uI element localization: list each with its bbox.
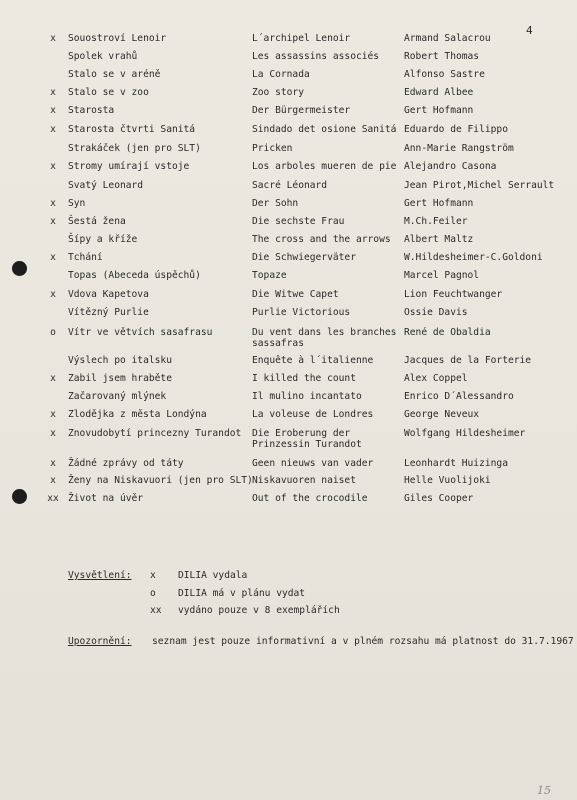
- list-item: [0, 161, 577, 177]
- czech-title: Šípy a kříže: [68, 234, 138, 245]
- list-item: [0, 252, 577, 268]
- original-title: Der Bürgermeister: [252, 105, 351, 116]
- czech-title: Znovudobytí princezny Turandot: [68, 428, 242, 439]
- list-item: [0, 373, 577, 389]
- original-title: I killed the count: [252, 373, 356, 384]
- author-name: Lion Feuchtwanger: [404, 289, 503, 300]
- status-mark: x: [50, 289, 56, 300]
- czech-title: Strakáček (jen pro SLT): [68, 143, 201, 154]
- original-title: La voleuse de Londres: [252, 409, 374, 420]
- status-mark: xx: [47, 493, 59, 504]
- czech-title: Výslech po italsku: [68, 355, 172, 366]
- original-title: Die Eroberung der Prinzessin Turandot: [252, 428, 362, 450]
- pencil-note: 15: [537, 784, 551, 797]
- original-title: Out of the crocodile: [252, 493, 368, 504]
- author-name: W.Hildesheimer-C.Goldoni: [404, 252, 543, 263]
- original-title: Der Sohn: [252, 198, 299, 209]
- author-name: Armand Salacrou: [404, 33, 491, 44]
- status-mark: x: [50, 87, 56, 98]
- author-name: Jacques de la Forterie: [404, 355, 532, 366]
- czech-title: Vítr ve větvích sasafrasu: [68, 327, 213, 338]
- author-name: Alex Coppel: [404, 373, 468, 384]
- author-name: Ann-Marie Rangström: [404, 143, 514, 154]
- author-name: Leonhardt Huizinga: [404, 458, 508, 469]
- original-title: Sindado det osione Sanitá: [252, 124, 397, 135]
- list-item: [0, 180, 577, 196]
- czech-title: Topas (Abeceda úspěchů): [68, 270, 201, 281]
- list-item: [0, 87, 577, 103]
- author-name: Enrico D´Alessandro: [404, 391, 514, 402]
- original-title: Die sechste Frau: [252, 216, 345, 227]
- czech-title: Zlodějka z města Londýna: [68, 409, 207, 420]
- czech-title: Zabil jsem hraběte: [68, 373, 172, 384]
- original-title: Zoo story: [252, 87, 304, 98]
- author-name: George Neveux: [404, 409, 480, 420]
- czech-title: Ženy na Niskavuori (jen pro SLT): [68, 475, 253, 486]
- czech-title: Stalo se v zoo: [68, 87, 149, 98]
- list-item: [0, 69, 577, 85]
- list-item: [0, 51, 577, 67]
- czech-title: Vítězný Purlie: [68, 307, 149, 318]
- author-name: Gert Hofmann: [404, 198, 474, 209]
- status-mark: x: [50, 124, 56, 135]
- original-title: Geen nieuws van vader: [252, 458, 374, 469]
- author-name: Giles Cooper: [404, 493, 474, 504]
- original-title: Topaze: [252, 270, 287, 281]
- notice-title: Upozornění:: [68, 636, 132, 647]
- author-name: Gert Hofmann: [404, 105, 474, 116]
- list-item: [0, 105, 577, 121]
- list-item: [0, 458, 577, 474]
- original-title: Die Schwiegerväter: [252, 252, 356, 263]
- list-item: [0, 327, 577, 349]
- status-mark: x: [50, 105, 56, 116]
- legend-symbol: x: [150, 570, 156, 581]
- status-mark: o: [50, 327, 56, 338]
- list-item: [0, 409, 577, 425]
- list-item: [0, 307, 577, 323]
- list-item: [0, 198, 577, 214]
- legend-text: DILIA má v plánu vydat: [178, 588, 306, 599]
- list-item: [0, 355, 577, 371]
- czech-title: Začarovaný mlýnek: [68, 391, 167, 402]
- page-number: 4: [526, 24, 533, 37]
- author-name: Robert Thomas: [404, 51, 480, 62]
- author-name: Ossie Davis: [404, 307, 468, 318]
- original-title: The cross and the arrows: [252, 234, 391, 245]
- original-title: Pricken: [252, 143, 293, 154]
- status-mark: x: [50, 198, 56, 209]
- author-name: Alejandro Casona: [404, 161, 497, 172]
- czech-title: Starosta: [68, 105, 115, 116]
- list-item: [0, 234, 577, 250]
- czech-title: Život na úvěr: [68, 493, 144, 504]
- list-item: [0, 143, 577, 159]
- czech-title: Žádné zprávy od táty: [68, 458, 184, 469]
- original-title: Enquête à l´italienne: [252, 355, 374, 366]
- list-item: [0, 475, 577, 491]
- author-name: René de Obaldia: [404, 327, 491, 338]
- author-name: M.Ch.Feiler: [404, 216, 468, 227]
- legend-symbol: o: [150, 588, 156, 599]
- list-item: [0, 270, 577, 286]
- original-title: Purlie Victorious: [252, 307, 351, 318]
- original-title: Niskavuoren naiset: [252, 475, 356, 486]
- author-name: Edward Albee: [404, 87, 474, 98]
- list-item: [0, 216, 577, 232]
- original-title: Los arboles mueren de pie: [252, 161, 397, 172]
- czech-title: Svatý Leonard: [68, 180, 144, 191]
- original-title: Du vent dans les branches sassafras: [252, 327, 397, 349]
- czech-title: Starosta čtvrti Sanitá: [68, 124, 196, 135]
- czech-title: Syn: [68, 198, 86, 209]
- legend-text: vydáno pouze v 8 exemplářích: [178, 605, 340, 616]
- notice-text: seznam jest pouze informativní a v plném rozsahu má platnost do 31.7.1967: [152, 636, 574, 647]
- original-title: La Cornada: [252, 69, 310, 80]
- czech-title: Stalo se v aréně: [68, 69, 161, 80]
- original-title: Die Witwe Capet: [252, 289, 339, 300]
- status-mark: x: [50, 458, 56, 469]
- original-title: Il mulino incantato: [252, 391, 362, 402]
- author-name: Albert Maltz: [404, 234, 474, 245]
- status-mark: x: [50, 252, 56, 263]
- czech-title: Šestá žena: [68, 216, 126, 227]
- author-name: Jean Pirot,Michel Serrault: [404, 180, 555, 191]
- author-name: Wolfgang Hildesheimer: [404, 428, 526, 439]
- author-name: Marcel Pagnol: [404, 270, 480, 281]
- czech-title: Souostroví Lenoir: [68, 33, 167, 44]
- status-mark: x: [50, 428, 56, 439]
- czech-title: Tchání: [68, 252, 103, 263]
- author-name: Helle Vuolijoki: [404, 475, 491, 486]
- legend-text: DILIA vydala: [178, 570, 248, 581]
- legend-title: Vysvětlení:: [68, 570, 132, 581]
- status-mark: x: [50, 475, 56, 486]
- author-name: Eduardo de Filippo: [404, 124, 508, 135]
- status-mark: x: [50, 161, 56, 172]
- original-title: L´archipel Lenoir: [252, 33, 351, 44]
- list-item: [0, 428, 577, 450]
- czech-title: Spolek vrahů: [68, 51, 138, 62]
- list-item: [0, 124, 577, 140]
- list-item: [0, 391, 577, 407]
- original-title: Les assassins associés: [252, 51, 380, 62]
- status-mark: x: [50, 33, 56, 44]
- czech-title: Vdova Kapetova: [68, 289, 149, 300]
- author-name: Alfonso Sastre: [404, 69, 485, 80]
- czech-title: Stromy umírají vstoje: [68, 161, 190, 172]
- list-item: [0, 33, 577, 49]
- list-item: [0, 289, 577, 305]
- status-mark: x: [50, 409, 56, 420]
- status-mark: x: [50, 216, 56, 227]
- list-item: [0, 493, 577, 509]
- status-mark: x: [50, 373, 56, 384]
- original-title: Sacré Léonard: [252, 180, 328, 191]
- legend-symbol: xx: [150, 605, 162, 616]
